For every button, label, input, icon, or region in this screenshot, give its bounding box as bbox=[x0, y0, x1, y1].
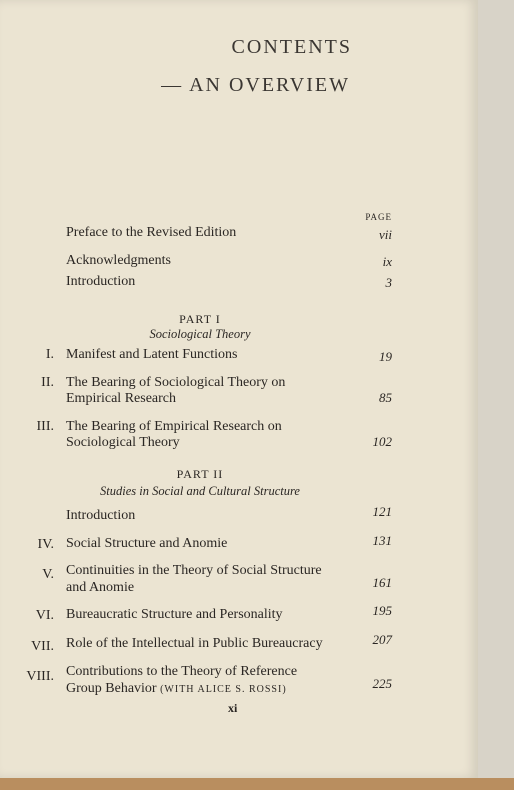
part-subtitle: Sociological Theory bbox=[149, 327, 251, 341]
chapter-title-line2: and Anomie bbox=[66, 580, 135, 595]
chapter-title: The Bearing of Sociological Theory on bbox=[66, 375, 286, 390]
chapter-page: 131 bbox=[372, 533, 392, 548]
toc-entry-page: 3 bbox=[385, 275, 392, 290]
chapter-title: Contributions to the Theory of Reference bbox=[66, 664, 298, 679]
page-column-label: PAGE bbox=[365, 212, 392, 222]
toc-entry-page: vii bbox=[379, 227, 392, 242]
chapter-number: III. bbox=[36, 419, 54, 434]
chapter-title: Social Structure and Anomie bbox=[66, 536, 228, 551]
toc-entry-title: Acknowledgments bbox=[66, 253, 171, 268]
chapter-number: I. bbox=[45, 347, 54, 362]
contents-heading: CONTENTS bbox=[231, 36, 352, 58]
toc-entry-title: Introduction bbox=[66, 274, 136, 289]
part-label: PART I bbox=[179, 312, 221, 326]
chapter-title: Bureaucratic Structure and Personality bbox=[66, 607, 283, 622]
chapter-title-line2: Sociological Theory bbox=[66, 435, 180, 450]
chapter-page: 85 bbox=[379, 390, 392, 405]
chapter-page: 225 bbox=[372, 676, 392, 691]
toc-entry-page: 121 bbox=[372, 504, 392, 519]
chapter-title-line2-main: Group Behavior bbox=[66, 681, 157, 696]
toc-entry-title: Introduction bbox=[66, 508, 136, 523]
chapter-number: VII. bbox=[31, 639, 54, 654]
chapter-page: 195 bbox=[372, 603, 392, 618]
chapter-title: Manifest and Latent Functions bbox=[66, 347, 238, 362]
chapter-page: 19 bbox=[379, 349, 392, 364]
toc-entry-page: ix bbox=[382, 254, 392, 269]
chapter-number: VI. bbox=[35, 608, 54, 623]
chapter-title-line2: Empirical Research bbox=[66, 391, 177, 406]
chapter-page: 207 bbox=[372, 632, 392, 647]
overview-heading: — AN OVERVIEW bbox=[161, 74, 350, 96]
folio: xi bbox=[228, 701, 238, 715]
chapter-title: The Bearing of Empirical Research on bbox=[66, 419, 282, 434]
chapter-number: IV. bbox=[37, 537, 54, 552]
chapter-page: 161 bbox=[372, 575, 392, 590]
coauthor-note: (WITH ALICE S. ROSSI) bbox=[160, 684, 287, 695]
chapter-number: II. bbox=[41, 375, 54, 390]
chapter-title: Role of the Intellectual in Public Bureaucracy bbox=[66, 636, 323, 651]
chapter-number: VIII. bbox=[26, 669, 54, 684]
book-edge bbox=[0, 778, 514, 790]
chapter-page: 102 bbox=[372, 434, 392, 449]
part-label: PART II bbox=[176, 467, 224, 481]
page-stack-edge bbox=[478, 0, 514, 778]
toc-entry-title: Preface to the Revised Edition bbox=[66, 225, 237, 240]
chapter-title: Continuities in the Theory of Social Structure bbox=[66, 563, 322, 578]
chapter-title-line2 bbox=[66, 681, 287, 697]
part-subtitle: Studies in Social and Cultural Structure bbox=[100, 484, 300, 498]
chapter-number: V. bbox=[42, 567, 54, 582]
